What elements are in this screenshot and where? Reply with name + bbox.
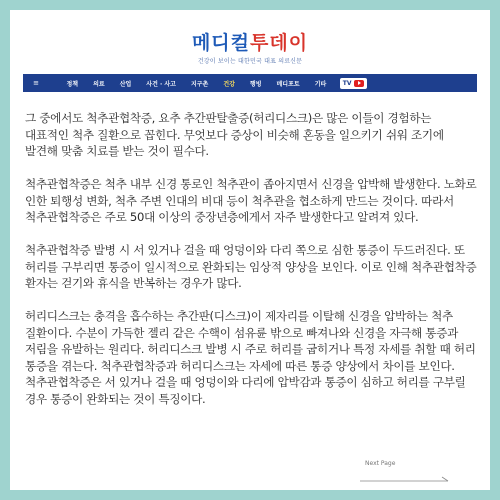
nav-item-world[interactable]: 지구촌 xyxy=(190,80,209,88)
logo-part-1: 메디컬 xyxy=(191,32,250,54)
nav-item-policy[interactable]: 정책 xyxy=(66,80,79,88)
nav-item-events[interactable]: 행빙 xyxy=(249,80,262,88)
nav-item-mediphoto[interactable]: 메디포토 xyxy=(276,80,300,88)
article-paragraph: 척추관협착증은 척추 내부 신경 통로인 척추관이 좁아지면서 신경을 압박해 발생한다. 노화로 인한 퇴행성 변화, 척추 주변 인대의 비대 등이 척추관을 협소하게 만드는 것이다. 따라서 척추관협착증은 주로 50대 이상의 중장년층에게서 자주 발생한다고 알려져 있다. xyxy=(25,177,477,224)
tv-button[interactable] xyxy=(340,78,367,89)
article-body xyxy=(25,110,477,424)
article-paragraph: 허리디스크는 충격을 흡수하는 추간판(디스크)이 제자리를 이탈해 신경을 압박하는 척추 질환이다. 수분이 가득한 젤리 같은 수핵이 섬유륜 밖으로 빠져나와 신경을 자극해 통증과 저림을 유발하는 원리다. 허리디스크 발병 시 주로 허리를 굽히거나 특정 자세를 취할 때 허리 통증을 겪는다. 척추관협착증과 허리디스크는 자세에 따른 통증 양상에서 차이를 보인다. 척추관협착증은 서 있거나 걸을 때 엉덩이와 다리에 압박감과 통증이 심하고 허리를 구부릴 경우 통증이 완화되는 것이 특징이다. xyxy=(25,309,476,406)
next-page-link[interactable]: Next Page xyxy=(365,460,396,467)
article-paragraph: 그 중에서도 척추관협착증, 요추 추간판탈출증(허리디스크)은 많은 이들이 경험하는 대표적인 척추 질환으로 꼽힌다. 무엇보다 증상이 비슷해 혼동을 일으키기 쉬워 조기에 발견해 맞춤 치료를 받는 것이 필수다. xyxy=(25,111,444,158)
masthead xyxy=(10,28,490,65)
article-card xyxy=(10,10,490,490)
logo-part-2: 투데이 xyxy=(250,32,309,54)
nav-item-incidents[interactable]: 사건 · 사고 xyxy=(146,80,176,88)
nav-item-health[interactable]: 건강 xyxy=(223,80,235,88)
nav-item-medical[interactable]: 의료 xyxy=(93,80,105,88)
site-tagline: 건강이 보이는 대한민국 대표 의료신문 xyxy=(197,58,303,65)
arrow-right-icon[interactable] xyxy=(360,476,450,482)
nav-item-industry[interactable]: 산업 xyxy=(119,80,132,88)
youtube-icon xyxy=(354,80,364,87)
tv-label: TV xyxy=(342,79,352,87)
article-paragraph: 척추관협착증 발병 시 서 있거나 걸을 때 엉덩이와 다리 쪽으로 심한 통증이 두드러진다. 또 허리를 구부리면 통증이 일시적으로 완화되는 임상적 양상을 보인다. 이로 인해 척추관협착증 환자는 걷기와 휴식을 반복하는 경우가 많다. xyxy=(25,243,477,290)
main-navbar xyxy=(23,74,477,92)
nav-items xyxy=(59,79,334,88)
site-logo[interactable] xyxy=(192,28,308,55)
nav-item-etc[interactable]: 기타 xyxy=(314,80,327,88)
hamburger-icon[interactable]: ≡ xyxy=(33,79,39,87)
